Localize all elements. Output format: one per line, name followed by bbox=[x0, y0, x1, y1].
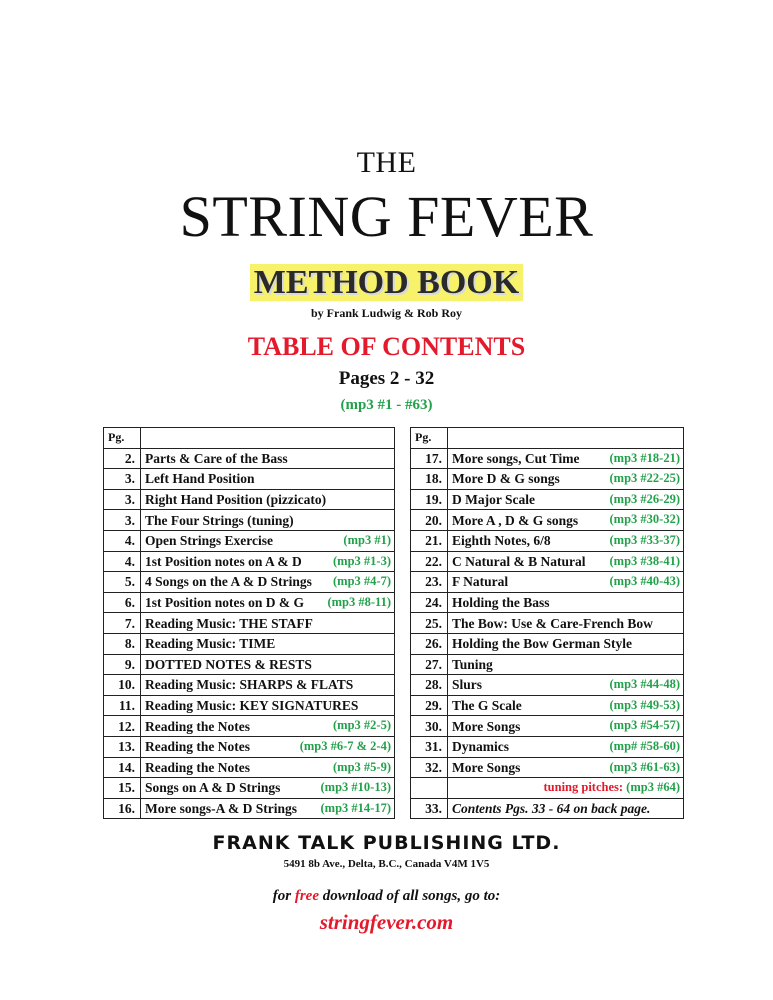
toc-page-number: 32. bbox=[411, 757, 448, 778]
method-book-text: METHOD BOOK bbox=[250, 264, 523, 301]
toc-page-number: 20. bbox=[411, 510, 448, 531]
toc-row bbox=[104, 654, 395, 675]
toc-entry-title: More songs-A & D Strings bbox=[145, 800, 298, 816]
toc-table-left bbox=[103, 427, 395, 819]
download-prefix: for bbox=[272, 888, 292, 904]
toc-page-number: 28. bbox=[411, 675, 448, 696]
page-range: Pages 2 - 32 bbox=[338, 368, 435, 389]
toc-page-number: 18. bbox=[411, 469, 448, 490]
toc-page-number: 11. bbox=[104, 695, 141, 716]
method-book-subtitle bbox=[0, 264, 773, 302]
toc-mp3-tracks: (mp3 #54-57) bbox=[609, 718, 680, 733]
toc-row bbox=[104, 695, 395, 716]
toc-entry bbox=[141, 592, 395, 613]
toc-page-number: 13. bbox=[104, 736, 141, 757]
toc-page-number: 12. bbox=[104, 716, 141, 737]
toc-entry bbox=[141, 551, 395, 572]
toc-entry-title: Reading the Notes bbox=[145, 759, 250, 775]
toc-row bbox=[411, 551, 684, 572]
toc-row bbox=[411, 613, 684, 634]
toc-entry bbox=[141, 716, 395, 737]
toc-row bbox=[411, 736, 684, 757]
tuning-pitches-mp3: (mp3 #64) bbox=[626, 780, 680, 795]
toc-page-number: 22. bbox=[411, 551, 448, 572]
toc-row bbox=[104, 489, 395, 510]
toc-entry-title: C Natural & B Natural bbox=[452, 553, 586, 569]
toc-row bbox=[411, 716, 684, 737]
toc-page-number: 27. bbox=[411, 654, 448, 675]
title-column-header bbox=[448, 428, 684, 449]
toc-entry bbox=[448, 716, 684, 737]
toc-page-number: 25. bbox=[411, 613, 448, 634]
toc-entry bbox=[448, 695, 684, 716]
toc-entry bbox=[448, 613, 684, 634]
toc-row bbox=[411, 572, 684, 593]
toc-row bbox=[411, 592, 684, 613]
toc-entry bbox=[448, 798, 684, 819]
toc-page-number: 26. bbox=[411, 633, 448, 654]
toc-entry-title: Holding the Bow German Style bbox=[452, 636, 633, 652]
toc-page-number: 9. bbox=[104, 654, 141, 675]
toc-mp3-tracks: (mp3 #6-7 & 2-4) bbox=[299, 738, 391, 753]
download-free: free bbox=[294, 888, 319, 904]
toc-entry bbox=[448, 510, 684, 531]
toc-page-number: 33. bbox=[411, 798, 448, 819]
tuning-pitches-label: tuning pitches: bbox=[543, 780, 624, 795]
toc-entry-title: Right Hand Position (pizzicato) bbox=[145, 492, 327, 508]
toc-row bbox=[411, 695, 684, 716]
toc-entry bbox=[141, 613, 395, 634]
toc-entry bbox=[141, 510, 395, 531]
toc-row bbox=[104, 778, 395, 799]
toc-row bbox=[104, 675, 395, 696]
toc-entry bbox=[141, 695, 395, 716]
toc-page-number: 30. bbox=[411, 716, 448, 737]
toc-entry-title: 1st Position notes on D & G bbox=[145, 595, 305, 611]
toc-entry-title: Parts & Care of the Bass bbox=[145, 450, 288, 466]
toc-table-right bbox=[410, 427, 684, 819]
toc-entry-title: Eighth Notes, 6/8 bbox=[452, 533, 551, 549]
toc-page-number: 17. bbox=[411, 448, 448, 469]
toc-row bbox=[411, 654, 684, 675]
toc-entry bbox=[448, 633, 684, 654]
toc-page-number bbox=[411, 778, 448, 799]
toc-row bbox=[411, 510, 684, 531]
toc-row bbox=[411, 448, 684, 469]
toc-entry bbox=[141, 530, 395, 551]
toc-entry-title: More Songs bbox=[452, 759, 521, 775]
toc-row bbox=[104, 633, 395, 654]
toc-entry bbox=[141, 798, 395, 819]
toc-entry bbox=[141, 489, 395, 510]
toc-entry-title: F Natural bbox=[452, 574, 509, 590]
toc-mp3-tracks: (mp3 #22-25) bbox=[609, 471, 680, 486]
mp3-range: (mp3 #1 - #63) bbox=[340, 397, 433, 413]
toc-entry-title: The G Scale bbox=[452, 698, 522, 714]
toc-mp3-tracks: (mp3 #33-37) bbox=[609, 532, 680, 547]
toc-mp3-tracks: (mp3 #18-21) bbox=[609, 450, 680, 465]
toc-entry bbox=[448, 654, 684, 675]
toc-row bbox=[411, 530, 684, 551]
toc-entry bbox=[141, 448, 395, 469]
download-suffix: download of all songs, go to: bbox=[322, 888, 501, 904]
toc-row bbox=[104, 736, 395, 757]
toc-page-number: 16. bbox=[104, 798, 141, 819]
author-byline: by Frank Ludwig & Rob Roy bbox=[310, 306, 463, 320]
toc-entry-title: Reading the Notes bbox=[145, 739, 250, 755]
toc-row bbox=[104, 469, 395, 490]
toc-page-number: 7. bbox=[104, 613, 141, 634]
toc-row bbox=[104, 757, 395, 778]
toc-page-number: 2. bbox=[104, 448, 141, 469]
download-note bbox=[0, 888, 773, 905]
toc-mp3-tracks: (mp3 #26-29) bbox=[609, 491, 680, 506]
toc-mp3-tracks: (mp3 #40-43) bbox=[609, 574, 680, 589]
toc-page-number: 10. bbox=[104, 675, 141, 696]
toc-mp3-tracks: (mp3 #8-11) bbox=[327, 594, 391, 609]
toc-row bbox=[411, 489, 684, 510]
pg-column-header: Pg. bbox=[104, 428, 141, 449]
toc-row bbox=[104, 530, 395, 551]
toc-heading: TABLE OF CONTENTS bbox=[247, 332, 526, 361]
toc-entry-title: 1st Position notes on A & D bbox=[145, 553, 302, 569]
toc-entry bbox=[141, 757, 395, 778]
toc-header-row bbox=[411, 428, 684, 449]
toc-entry-title: More D & G songs bbox=[452, 471, 560, 487]
toc-mp3-tracks: (mp3 #38-41) bbox=[609, 553, 680, 568]
toc-entry-title: Dynamics bbox=[452, 739, 509, 755]
toc-mp3-tracks: (mp3 #5-9) bbox=[333, 759, 391, 774]
toc-header-row bbox=[104, 428, 395, 449]
toc-entry bbox=[448, 592, 684, 613]
toc-entry-title: Songs on A & D Strings bbox=[145, 780, 281, 796]
toc-entry bbox=[448, 489, 684, 510]
toc-entry-title: Reading Music: THE STAFF bbox=[145, 615, 313, 631]
toc-mp3-tracks: (mp3 #10-13) bbox=[320, 780, 391, 795]
toc-row bbox=[104, 613, 395, 634]
toc-page-number: 24. bbox=[411, 592, 448, 613]
toc-page-number: 31. bbox=[411, 736, 448, 757]
toc-entry-title: More Songs bbox=[452, 718, 521, 734]
title-column-header bbox=[141, 428, 395, 449]
toc-page-number: 5. bbox=[104, 572, 141, 593]
toc-entry bbox=[141, 572, 395, 593]
pg-column-header: Pg. bbox=[411, 428, 448, 449]
toc-entry-title: More A , D & G songs bbox=[452, 512, 579, 528]
toc-entry bbox=[448, 448, 684, 469]
toc-entry-title: D Major Scale bbox=[452, 492, 535, 508]
toc-entry bbox=[141, 736, 395, 757]
toc-entry-title: Open Strings Exercise bbox=[145, 533, 273, 549]
toc-page-number: 23. bbox=[411, 572, 448, 593]
toc-entry-title: DOTTED NOTES & RESTS bbox=[145, 656, 312, 672]
toc-entry-title: Holding the Bass bbox=[452, 595, 550, 611]
toc-entry bbox=[141, 633, 395, 654]
toc-entry-title: Tuning bbox=[452, 656, 493, 672]
toc-mp3-tracks: (mp# #58-60) bbox=[609, 738, 680, 753]
toc-entry bbox=[448, 778, 684, 799]
publisher-logo: FRANK TALK PUBLISHING LTD. bbox=[212, 832, 561, 854]
toc-mp3-tracks: (mp3 #2-5) bbox=[333, 718, 391, 733]
toc-mp3-tracks: (mp3 #4-7) bbox=[333, 574, 391, 589]
toc-row bbox=[104, 448, 395, 469]
toc-page-number: 3. bbox=[104, 510, 141, 531]
toc-page-number: 3. bbox=[104, 469, 141, 490]
toc-page-number: 4. bbox=[104, 551, 141, 572]
toc-entry-title: The Four Strings (tuning) bbox=[145, 512, 294, 528]
toc-entry-title: Contents Pgs. 33 - 64 on back page. bbox=[452, 800, 651, 816]
toc-page-number: 19. bbox=[411, 489, 448, 510]
website-link[interactable]: stringfever.com bbox=[319, 910, 454, 934]
toc-entry-title: Slurs bbox=[452, 677, 483, 693]
toc-row bbox=[104, 572, 395, 593]
toc-entry bbox=[448, 757, 684, 778]
toc-entry-title: The Bow: Use & Care-French Bow bbox=[452, 615, 653, 631]
publisher-address: 5491 8b Ave., Delta, B.C., Canada V4M 1V5 bbox=[283, 858, 490, 870]
toc-entry-title: 4 Songs on the A & D Strings bbox=[145, 574, 312, 590]
toc-entry-title: More songs, Cut Time bbox=[452, 450, 580, 466]
toc-mp3-tracks: (mp3 #61-63) bbox=[609, 759, 680, 774]
toc-row bbox=[104, 798, 395, 819]
toc-entry bbox=[448, 675, 684, 696]
toc-page-number: 14. bbox=[104, 757, 141, 778]
toc-page-number: 15. bbox=[104, 778, 141, 799]
toc-entry-title: Reading Music: KEY SIGNATURES bbox=[145, 698, 359, 714]
toc-mp3-tracks: (mp3 #1-3) bbox=[333, 553, 391, 568]
toc-row bbox=[411, 675, 684, 696]
toc-entry-title: Reading Music: TIME bbox=[145, 636, 276, 652]
toc-entry bbox=[141, 654, 395, 675]
toc-entry-title: Reading Music: SHARPS & FLATS bbox=[145, 677, 354, 693]
toc-row bbox=[411, 633, 684, 654]
toc-entry bbox=[141, 778, 395, 799]
toc-mp3-tracks: (mp3 #1) bbox=[343, 532, 391, 547]
toc-page-number: 6. bbox=[104, 592, 141, 613]
toc-entry-title: Left Hand Position bbox=[145, 471, 255, 487]
toc-entry bbox=[448, 530, 684, 551]
toc-entry bbox=[448, 551, 684, 572]
toc-row bbox=[104, 510, 395, 531]
toc-entry bbox=[448, 572, 684, 593]
toc-row bbox=[104, 716, 395, 737]
toc-page-number: 4. bbox=[104, 530, 141, 551]
toc-row bbox=[411, 469, 684, 490]
toc-mp3-tracks: (mp3 #30-32) bbox=[609, 512, 680, 527]
toc-entry bbox=[448, 736, 684, 757]
toc-mp3-tracks: (mp3 #49-53) bbox=[609, 697, 680, 712]
toc-page-number: 29. bbox=[411, 695, 448, 716]
toc-entry bbox=[448, 469, 684, 490]
toc-row bbox=[411, 778, 684, 799]
toc-page-number: 21. bbox=[411, 530, 448, 551]
title-the: THE bbox=[356, 146, 417, 179]
toc-entry bbox=[141, 469, 395, 490]
toc-page-number: 3. bbox=[104, 489, 141, 510]
toc-entry bbox=[141, 675, 395, 696]
toc-page-number: 8. bbox=[104, 633, 141, 654]
toc-mp3-tracks: (mp3 #44-48) bbox=[609, 677, 680, 692]
toc-row bbox=[104, 551, 395, 572]
toc-row bbox=[104, 592, 395, 613]
toc-row bbox=[411, 798, 684, 819]
book-title: STRING FEVER bbox=[179, 184, 594, 249]
toc-mp3-tracks: (mp3 #14-17) bbox=[320, 800, 391, 815]
tuning-pitches-note bbox=[544, 778, 680, 797]
toc-entry-title: Reading the Notes bbox=[145, 718, 250, 734]
toc-row bbox=[411, 757, 684, 778]
